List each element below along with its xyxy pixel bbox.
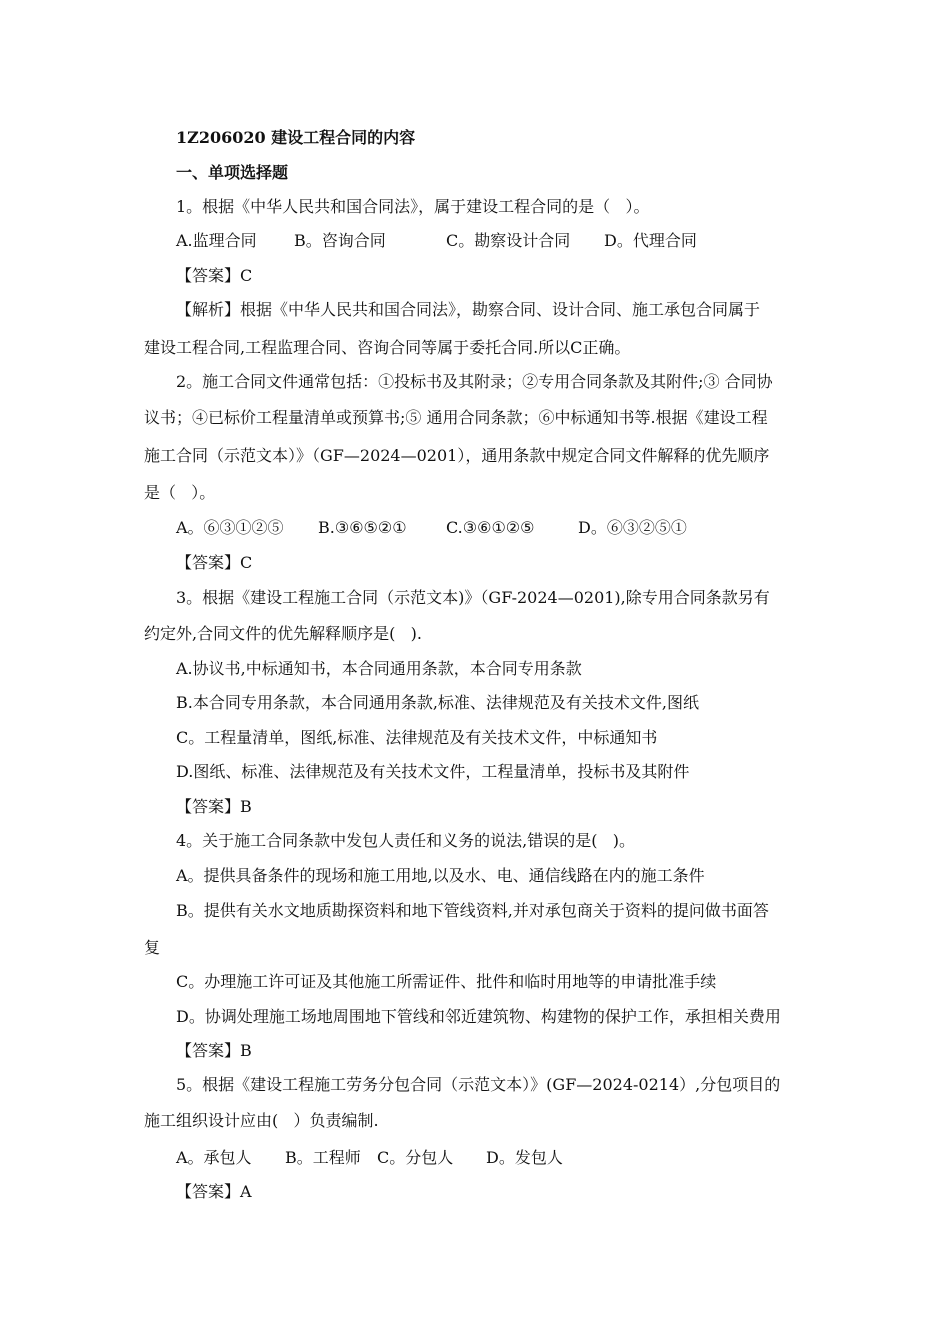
question-3-answer: 【答案】B: [176, 797, 252, 816]
question-2-stem-line-3: 施工合同（示范文本）》（GF—2024—0201），通用条款中规定合同文件解释的优先顺序: [144, 446, 770, 465]
question-1-stem: 1。根据《中华人民共和国合同法》，属于建设工程合同的是（ ）。: [176, 197, 650, 216]
question-4-option-c: C。办理施工许可证及其他施工所需证件、批件和临时用地等的申请批准手续: [176, 972, 717, 991]
question-4-option-b-line-1: B。提供有关水文地质勘探资料和地下管线资料,并对承包商关于资料的提问做书面答: [176, 901, 769, 920]
question-2-stem-line-4: 是（ ）。: [144, 483, 216, 502]
question-2-option-a: A。⑥③①②⑤: [176, 518, 284, 537]
question-4-option-a: A。提供具备条件的现场和施工用地,以及水、电、通信线路在内的施工条件: [176, 866, 705, 885]
section-heading: 一、单项选择题: [176, 163, 289, 182]
question-5-stem-line-2: 施工组织设计应由( ）负责编制.: [144, 1111, 379, 1130]
question-3-stem-line-1: 3。根据《建设工程施工合同（示范文本)》（GF-2024—0201),除专用合同条款另有: [176, 588, 770, 607]
question-5-option-c: C。分包人: [377, 1148, 454, 1167]
question-1-option-d: D。代理合同: [604, 231, 697, 250]
question-5-option-d: D。发包人: [486, 1148, 563, 1167]
question-2-option-d: D。⑥③②⑤①: [578, 518, 687, 537]
question-3-option-b: B.本合同专用条款，本合同通用条款,标准、法律规范及有关技术文件,图纸: [176, 693, 700, 712]
question-2-stem-line-2: 议书；④已标价工程量清单或预算书;⑤ 通用合同条款；⑥中标通知书等.根据《建设工程: [144, 408, 768, 427]
document-code-title: 1Z206020 建设工程合同的内容: [176, 128, 416, 147]
question-4-option-d: D。协调处理施工场地周围地下管线和邻近建筑物、构建物的保护工作，承担相关费用: [176, 1007, 781, 1026]
question-4-option-b-line-2: 复: [144, 938, 161, 957]
question-1-answer: 【答案】C: [176, 266, 253, 285]
question-4-stem: 4。关于施工合同条款中发包人责任和义务的说法,错误的是( )。: [176, 831, 636, 850]
question-1-option-c: C。勘察设计合同: [446, 231, 571, 250]
question-5-option-a: A。承包人: [176, 1148, 252, 1167]
question-4-answer: 【答案】B: [176, 1041, 252, 1060]
question-5-option-b: B。工程师: [285, 1148, 361, 1167]
question-1-analysis-line-2: 建设工程合同,工程监理合同、咨询合同等属于委托合同.所以C正确。: [144, 338, 631, 357]
question-3-option-d: D.图纸、标准、法律规范及有关技术文件，工程量清单，投标书及其附件: [176, 762, 690, 781]
question-2-option-b: B.③⑥⑤②①: [318, 518, 407, 537]
question-2-answer: 【答案】C: [176, 553, 253, 572]
question-1-option-a: A.监理合同: [176, 231, 257, 250]
question-5-stem-line-1: 5。根据《建设工程施工劳务分包合同（示范文本）》(GF—2024-0214）,分包项目的: [176, 1075, 781, 1094]
question-1-analysis-line-1: 【解析】根据《中华人民共和国合同法》，勘察合同、设计合同、施工承包合同属于: [176, 300, 761, 319]
question-3-option-c: C。工程量清单，图纸,标准、法律规范及有关技术文件，中标通知书: [176, 728, 658, 747]
question-2-stem-line-1: 2。施工合同文件通常包括：①投标书及其附录；②专用合同条款及其附件;③ 合同协: [176, 372, 773, 391]
question-3-stem-line-2: 约定外,合同文件的优先解释顺序是( ).: [144, 624, 422, 643]
question-3-option-a: A.协议书,中标通知书，本合同通用条款，本合同专用条款: [176, 659, 582, 678]
question-5-answer: 【答案】A: [176, 1182, 252, 1201]
question-2-option-c: C.③⑥①②⑤: [446, 518, 535, 537]
question-1-option-b: B。咨询合同: [294, 231, 386, 250]
